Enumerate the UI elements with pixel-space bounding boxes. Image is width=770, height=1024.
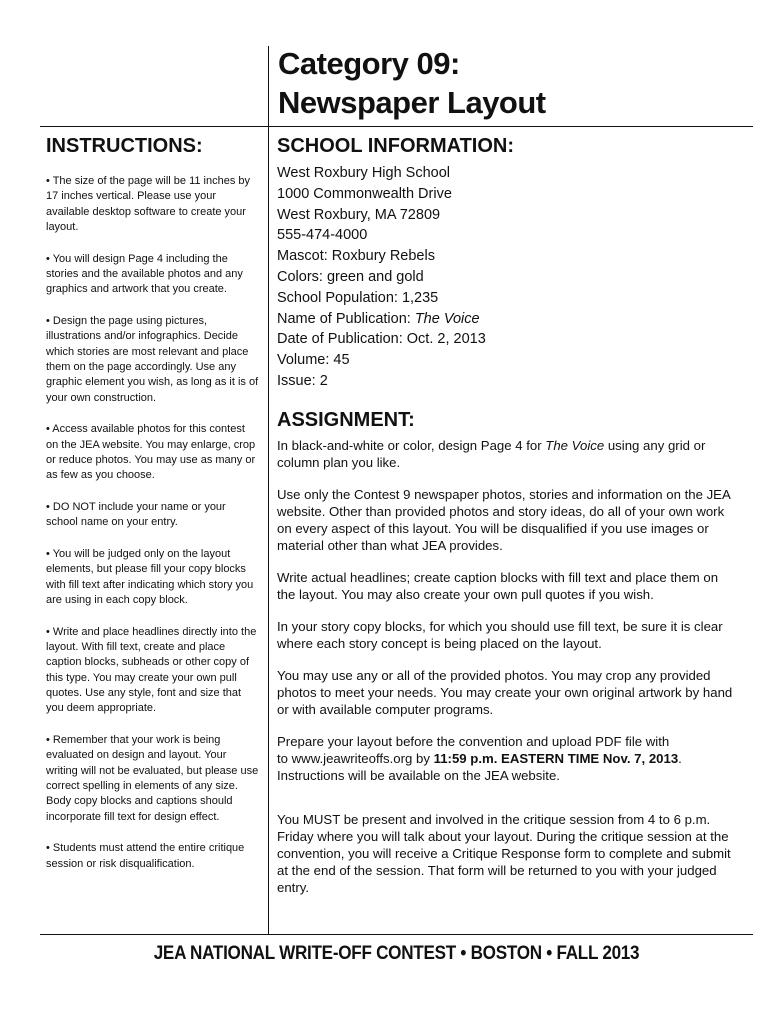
text-span: to www.jeawriteoffs.org by — [277, 750, 434, 766]
text-span: using any grid or column plan you like. — [277, 437, 706, 470]
instruction-item: • You will be judged only on the layout elements, but please fill your copy blocks with fill text after indicating which story you are using in each copy block. — [46, 548, 254, 607]
publication-name: The Voice — [414, 310, 480, 327]
instruction-item: • Write and place headlines directly into the layout. With fill text, create and place caption blocks, subheads or other copy of this type. You may create your own pull quotes. Use any style, font and size that you deem appropriate. — [46, 625, 257, 715]
text-span: In black-and-white or color, design Page 4 for — [277, 437, 546, 453]
instruction-item: • Remember that your work is being evaluated on design and layout. Your writing will not be evaluated, but please use correct spelling in elements of any size. Body copy blocks and captions should incorporate fill text for design effect. — [46, 734, 259, 823]
assignment-heading: ASSIGNMENT: — [277, 408, 415, 431]
header-rule — [40, 126, 753, 127]
school-phone: 555-474-4000 — [277, 227, 368, 244]
assignment-paragraph: In your story copy blocks, for which you should use fill text, be sure it is clear where each story concept is being placed on the layout. — [277, 618, 723, 651]
instruction-item: • Design the page using pictures, illustrations and/or infographics. Decide which stories are most relevant and place them on the page accordingly. Use any graphic element you wish, as long as it is of your own construction. — [46, 315, 259, 404]
publication-name-row — [277, 309, 739, 330]
instruction-item: • DO NOT include your name or your school name on your entry. — [46, 501, 226, 529]
text-span: Instructions will be available on the JEA website. — [277, 767, 560, 783]
footer-rule — [40, 934, 753, 935]
main-column — [277, 134, 739, 911]
title-line-1: Category 09: — [278, 46, 460, 81]
school-population: School Population: 1,235 — [277, 289, 439, 306]
school-colors: Colors: green and gold — [277, 268, 424, 285]
instruction-item: • You will design Page 4 including the stories and the available photos and any graphics and artwork that you create. — [46, 252, 243, 296]
assignment-paragraph-deadline — [277, 733, 739, 784]
column-divider — [268, 46, 269, 934]
instructions-column — [46, 134, 260, 888]
title-line-2: Newspaper Layout — [278, 85, 546, 120]
volume: Volume: 45 — [277, 352, 350, 369]
instruction-item: • Students must attend the entire critique session or risk disqualification. — [46, 842, 245, 870]
assignment-paragraph: You may use any or all of the provided photos. You may crop any provided photos to meet your needs. You may create your own original artwork by hand or with available computer programs. — [277, 667, 733, 717]
school-mascot: Mascot: Roxbury Rebels — [277, 248, 435, 265]
instructions-heading: INSTRUCTIONS: — [46, 135, 203, 157]
assignment-paragraph: Use only the Contest 9 newspaper photos, stories and information on the JEA website. Other than provided photos and story ideas, do all of your own work on every aspect of this layout. You will be disqualified if you use images or material other than what JEA provides. — [277, 486, 731, 553]
school-info-heading: SCHOOL INFORMATION: — [277, 135, 515, 157]
publication-label: Name of Publication: — [277, 310, 415, 327]
publication-name-italic: The Voice — [545, 437, 605, 453]
school-name: West Roxbury High School — [277, 165, 451, 181]
text-span: Prepare your layout before the convention and upload PDF file with — [277, 733, 670, 749]
instruction-item: • The size of the page will be 11 inches by 17 inches vertical. Please use your available desktop software to create your layout. — [46, 175, 251, 233]
text-span: . — [678, 750, 682, 766]
publication-date: Date of Publication: Oct. 2, 2013 — [277, 331, 486, 348]
school-info-block — [277, 163, 739, 392]
page-title — [278, 44, 738, 122]
assignment-paragraph: Write actual headlines; create caption blocks with fill text and place them on the layout. You may also create your own pull quotes if you wish. — [277, 569, 719, 602]
assignment-block — [277, 437, 739, 896]
school-address: 1000 Commonwealth Drive — [277, 185, 452, 202]
footer-banner: JEA NATIONAL WRITE-OFF CONTEST • BOSTON • FALL 2013 — [153, 943, 640, 964]
issue: Issue: 2 — [277, 372, 328, 389]
assignment-paragraph — [277, 437, 739, 471]
deadline: 11:59 p.m. EASTERN TIME Nov. 7, 2013 — [433, 750, 679, 766]
instruction-item: • Access available photos for this contest on the JEA website. You may enlarge, crop or reduce photos. You may use as many or as few as you choose. — [46, 423, 256, 482]
assignment-paragraph: You MUST be present and involved in the critique session from 4 to 6 p.m. Friday where you will talk about your layout. During the critique session at the convention, you will receive a Critique Response form to complete and submit at the end of the session. That form will be returned to you with your judged entry. — [277, 811, 731, 895]
school-city: West Roxbury, MA 72809 — [277, 206, 441, 223]
